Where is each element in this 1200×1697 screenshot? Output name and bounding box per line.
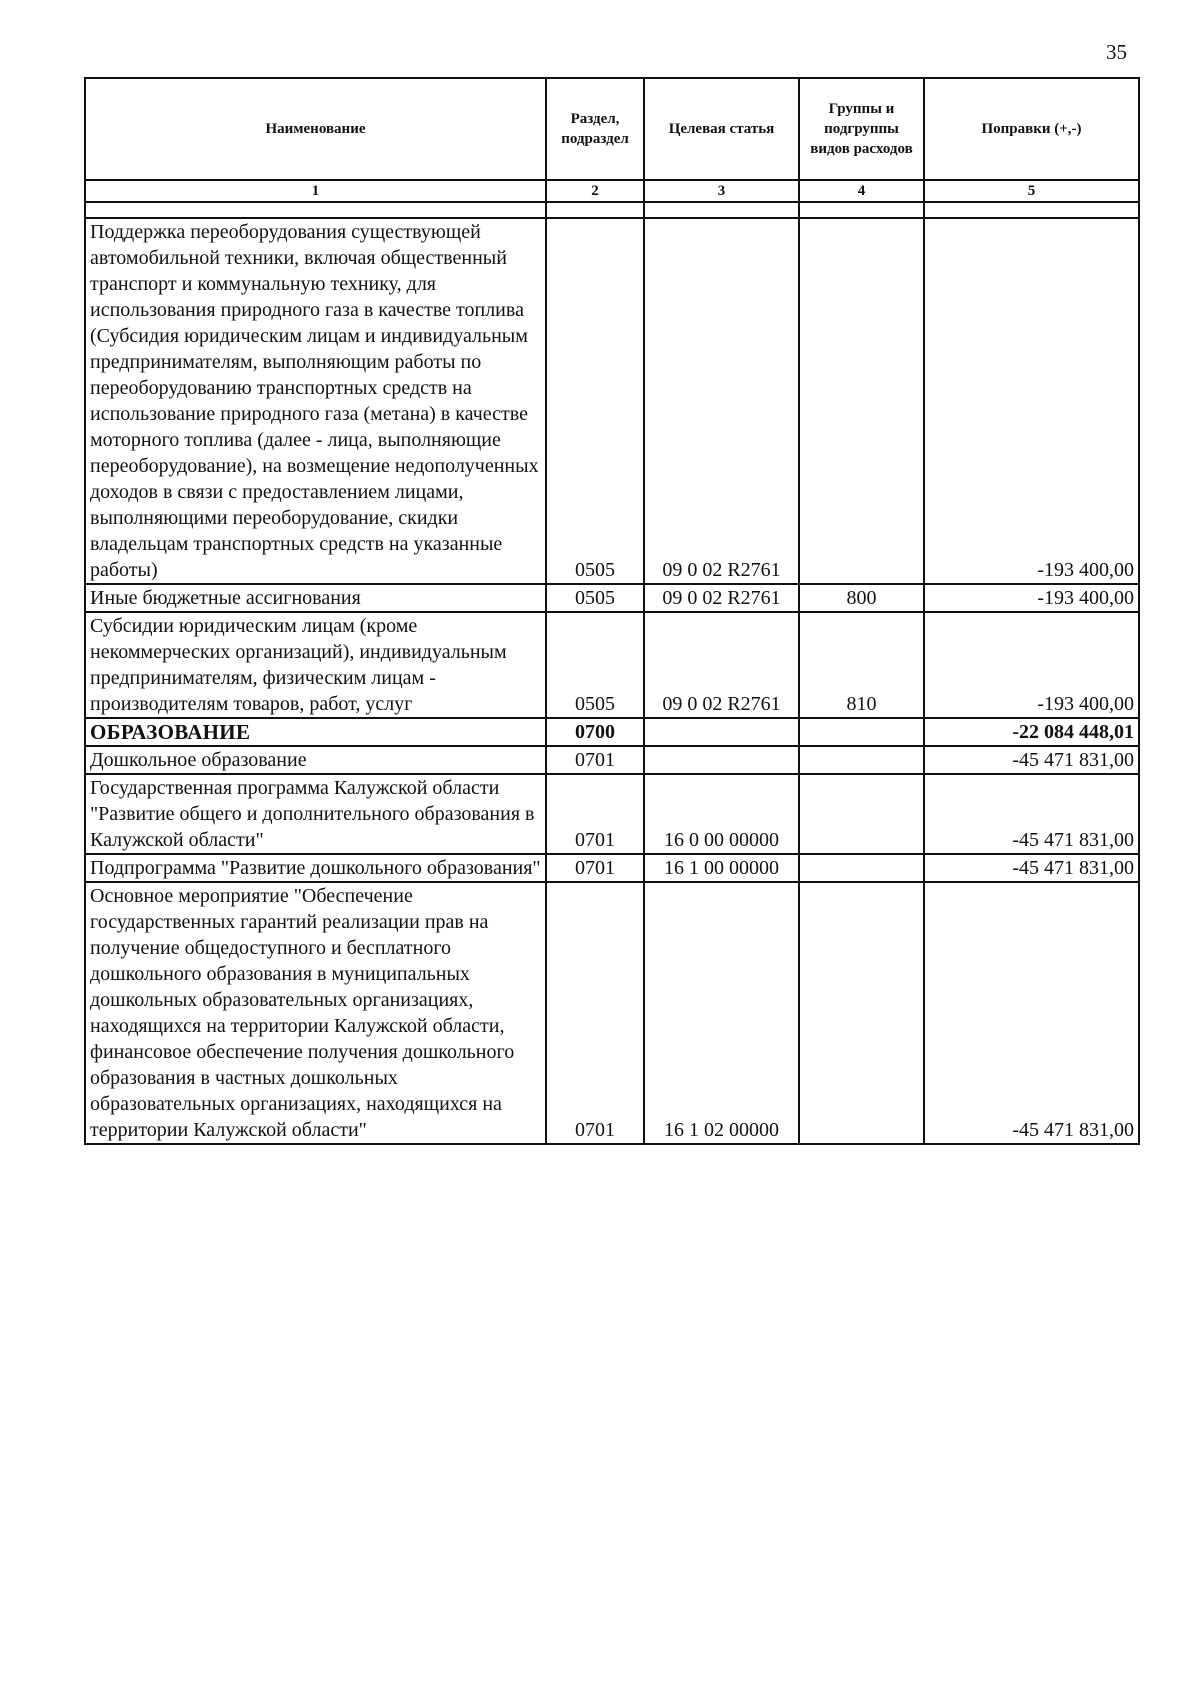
row-name: Иные бюджетные ассигнования bbox=[85, 584, 546, 612]
table-row bbox=[85, 718, 1139, 746]
page-number: 35 bbox=[1106, 40, 1127, 64]
row-target bbox=[644, 718, 799, 746]
row-target: 09 0 02 R2761 bbox=[644, 218, 799, 584]
row-group bbox=[799, 746, 924, 774]
header-name: Наименование bbox=[85, 78, 546, 180]
row-target: 09 0 02 R2761 bbox=[644, 612, 799, 718]
row-section: 0701 bbox=[546, 854, 644, 882]
row-amount: -45 471 831,00 bbox=[924, 882, 1139, 1144]
row-name: Субсидии юридическим лицам (кроме некоммерческих организаций), индивидуальным предпринимателям, физическим лицам - производителям товаров, работ, услуг bbox=[85, 612, 546, 718]
row-amount: -22 084 448,01 bbox=[924, 718, 1139, 746]
row-name: Подпрограмма "Развитие дошкольного образования" bbox=[85, 854, 546, 882]
table-row bbox=[85, 218, 1139, 584]
column-number: 1 bbox=[85, 180, 546, 202]
budget-table bbox=[84, 77, 1140, 1145]
row-name: Поддержка переоборудования существующей автомобильной техники, включая общественный транспорт и коммунальную технику, для использования природного газа в качестве топлива (Субсидия юридическим лицам и индивидуальным предпринимателям, выполняющим работы по переоборудованию транспортных средств на использование природного газа (метана) в качестве моторного топлива (далее - лица, выполняющие переоборудование), на возмещение недополученных доходов в связи с предоставлением лицами, выполняющими переоборудование, скидки владельцам транспортных средств на указанные работы) bbox=[85, 218, 546, 584]
column-numbers-row bbox=[85, 180, 1139, 202]
table-row bbox=[85, 584, 1139, 612]
row-amount: -45 471 831,00 bbox=[924, 774, 1139, 854]
row-name: Дошкольное образование bbox=[85, 746, 546, 774]
column-number: 4 bbox=[799, 180, 924, 202]
row-section: 0505 bbox=[546, 218, 644, 584]
row-group: 810 bbox=[799, 612, 924, 718]
row-name: ОБРАЗОВАНИЕ bbox=[85, 718, 546, 746]
row-section: 0701 bbox=[546, 774, 644, 854]
row-name: Основное мероприятие "Обеспечение государственных гарантий реализации прав на получение общедоступного и бесплатного дошкольного образования в муниципальных дошкольных образовательных организациях, находящихся на территории Калужской области, финансовое обеспечение получения дошкольного образования в частных дошкольных образовательных организациях, находящихся на территории Калужской области" bbox=[85, 882, 546, 1144]
table-row bbox=[85, 854, 1139, 882]
row-amount: -45 471 831,00 bbox=[924, 854, 1139, 882]
header-groups: Группы и подгруппы видов расходов bbox=[799, 78, 924, 180]
row-amount: -193 400,00 bbox=[924, 612, 1139, 718]
row-amount: -193 400,00 bbox=[924, 218, 1139, 584]
column-number: 2 bbox=[546, 180, 644, 202]
spacer-row bbox=[85, 202, 1139, 218]
header-amendments: Поправки (+,-) bbox=[924, 78, 1139, 180]
row-target: 16 0 00 00000 bbox=[644, 774, 799, 854]
header-target: Целевая статья bbox=[644, 78, 799, 180]
column-number: 5 bbox=[924, 180, 1139, 202]
row-name: Государственная программа Калужской области "Развитие общего и дополнительного образования в Калужской области" bbox=[85, 774, 546, 854]
row-section: 0505 bbox=[546, 584, 644, 612]
row-target: 09 0 02 R2761 bbox=[644, 584, 799, 612]
row-amount: -193 400,00 bbox=[924, 584, 1139, 612]
row-group bbox=[799, 218, 924, 584]
table-row bbox=[85, 882, 1139, 1144]
row-section: 0700 bbox=[546, 718, 644, 746]
row-group bbox=[799, 718, 924, 746]
row-target: 16 1 02 00000 bbox=[644, 882, 799, 1144]
table-row bbox=[85, 746, 1139, 774]
row-target bbox=[644, 746, 799, 774]
row-section: 0701 bbox=[546, 746, 644, 774]
row-section: 0505 bbox=[546, 612, 644, 718]
row-amount: -45 471 831,00 bbox=[924, 746, 1139, 774]
row-target: 16 1 00 00000 bbox=[644, 854, 799, 882]
table-row bbox=[85, 612, 1139, 718]
row-group bbox=[799, 854, 924, 882]
table-row bbox=[85, 774, 1139, 854]
row-group bbox=[799, 774, 924, 854]
header-section: Раздел, подраздел bbox=[546, 78, 644, 180]
header-row bbox=[85, 78, 1139, 180]
row-group: 800 bbox=[799, 584, 924, 612]
row-section: 0701 bbox=[546, 882, 644, 1144]
row-group bbox=[799, 882, 924, 1144]
column-number: 3 bbox=[644, 180, 799, 202]
